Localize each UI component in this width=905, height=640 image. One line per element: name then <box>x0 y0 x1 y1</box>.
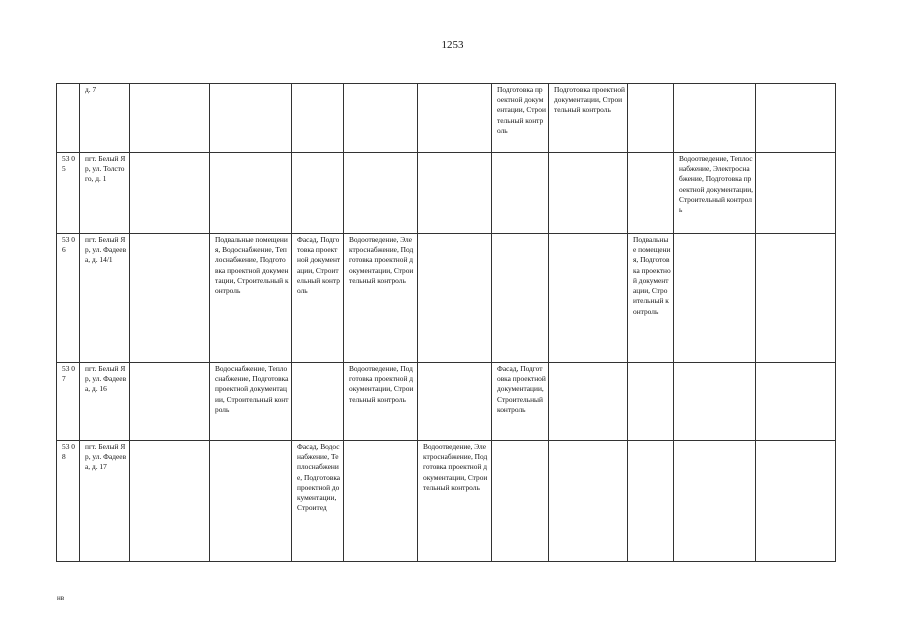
table-row <box>57 363 836 441</box>
table-row <box>57 153 836 234</box>
table-cell <box>756 234 836 363</box>
table-cell <box>130 441 210 562</box>
address-cell: пгт. Белый Яр, ул. Фадеева, д. 17 <box>80 441 130 562</box>
table-cell <box>674 234 756 363</box>
table-cell <box>756 441 836 562</box>
table-cell <box>628 441 674 562</box>
table-cell <box>130 234 210 363</box>
address-cell: пгт. Белый Яр, ул. Фадеева, д. 14/1 <box>80 234 130 363</box>
table-cell <box>628 363 674 441</box>
table-cell <box>756 363 836 441</box>
table-cell <box>130 84 210 153</box>
table-cell: Фасад, Водоснабжение, Теплоснабжение, Подготовка проектной документации, Строитед <box>292 441 344 562</box>
table-cell <box>130 363 210 441</box>
table-cell <box>492 441 549 562</box>
table-cell <box>418 234 492 363</box>
row-number-cell: 53 05 <box>57 153 80 234</box>
table-cell: Подвальные помещения, Водоснабжение, Теплоснабжение, Подготовка проектной документации, Строительный контроль <box>210 234 292 363</box>
table-cell <box>492 234 549 363</box>
address-cell: пгт. Белый Яр, ул. Толстого, д. 1 <box>80 153 130 234</box>
table-cell <box>549 441 628 562</box>
table-cell: Фасад, Подготовка проектной документации, Строительный контроль <box>492 363 549 441</box>
table-cell <box>674 441 756 562</box>
table-cell <box>549 363 628 441</box>
table-cell <box>549 153 628 234</box>
page-number: 1253 <box>441 39 464 51</box>
table-row <box>57 84 836 153</box>
table-cell <box>628 153 674 234</box>
table-row <box>57 441 836 562</box>
table-cell <box>492 153 549 234</box>
table-cell <box>292 84 344 153</box>
table-cell: Подвальные помещения, Подготовка проектной документации, Строительный контроль <box>628 234 674 363</box>
table-cell <box>210 441 292 562</box>
table-cell <box>344 84 418 153</box>
row-number-cell: 53 08 <box>57 441 80 562</box>
footer-mark: нв <box>57 594 65 602</box>
table-cell: Водоснабжение, Теплоснабжение, Подготовка проектной документации, Строительный контроль <box>210 363 292 441</box>
table-cell: Фасад, Подготовка проектной документации, Строительный контроль <box>292 234 344 363</box>
table-cell <box>292 363 344 441</box>
address-cell: пгт. Белый Яр, ул. Фадеева, д. 16 <box>80 363 130 441</box>
table-cell <box>210 153 292 234</box>
table-cell <box>756 153 836 234</box>
table-cell <box>628 84 674 153</box>
table-cell <box>418 363 492 441</box>
table-cell: Водоотведение, Теплоснабжение, Электроснабжение, Подготовка проектной документации, Строительный контроль <box>674 153 756 234</box>
table-cell <box>674 363 756 441</box>
table-cell <box>418 153 492 234</box>
table-cell <box>674 84 756 153</box>
table-cell: Подготовка проектной документации, Строительный контроль <box>549 84 628 153</box>
table-cell <box>756 84 836 153</box>
row-number-cell: 53 06 <box>57 234 80 363</box>
table-cell <box>292 153 344 234</box>
table-cell: Водоотведение, Электроснабжение, Подготовка проектной документации, Строительный контроль <box>344 234 418 363</box>
table-cell <box>549 234 628 363</box>
row-number-cell <box>57 84 80 153</box>
row-number-cell: 53 07 <box>57 363 80 441</box>
table-cell: Подготовка проектной документации, Строительный контроль <box>492 84 549 153</box>
table-cell <box>344 441 418 562</box>
table-cell <box>130 153 210 234</box>
table-cell <box>418 84 492 153</box>
table-cell <box>344 153 418 234</box>
address-cell: д. 7 <box>80 84 130 153</box>
table-row <box>57 234 836 363</box>
table-cell <box>210 84 292 153</box>
works-table <box>56 83 836 562</box>
table-cell: Водоотведение, Подготовка проектной документации, Строительный контроль <box>344 363 418 441</box>
table-cell: Водоотведение, Электроснабжение, Подготовка проектной документации, Строительный контроль <box>418 441 492 562</box>
